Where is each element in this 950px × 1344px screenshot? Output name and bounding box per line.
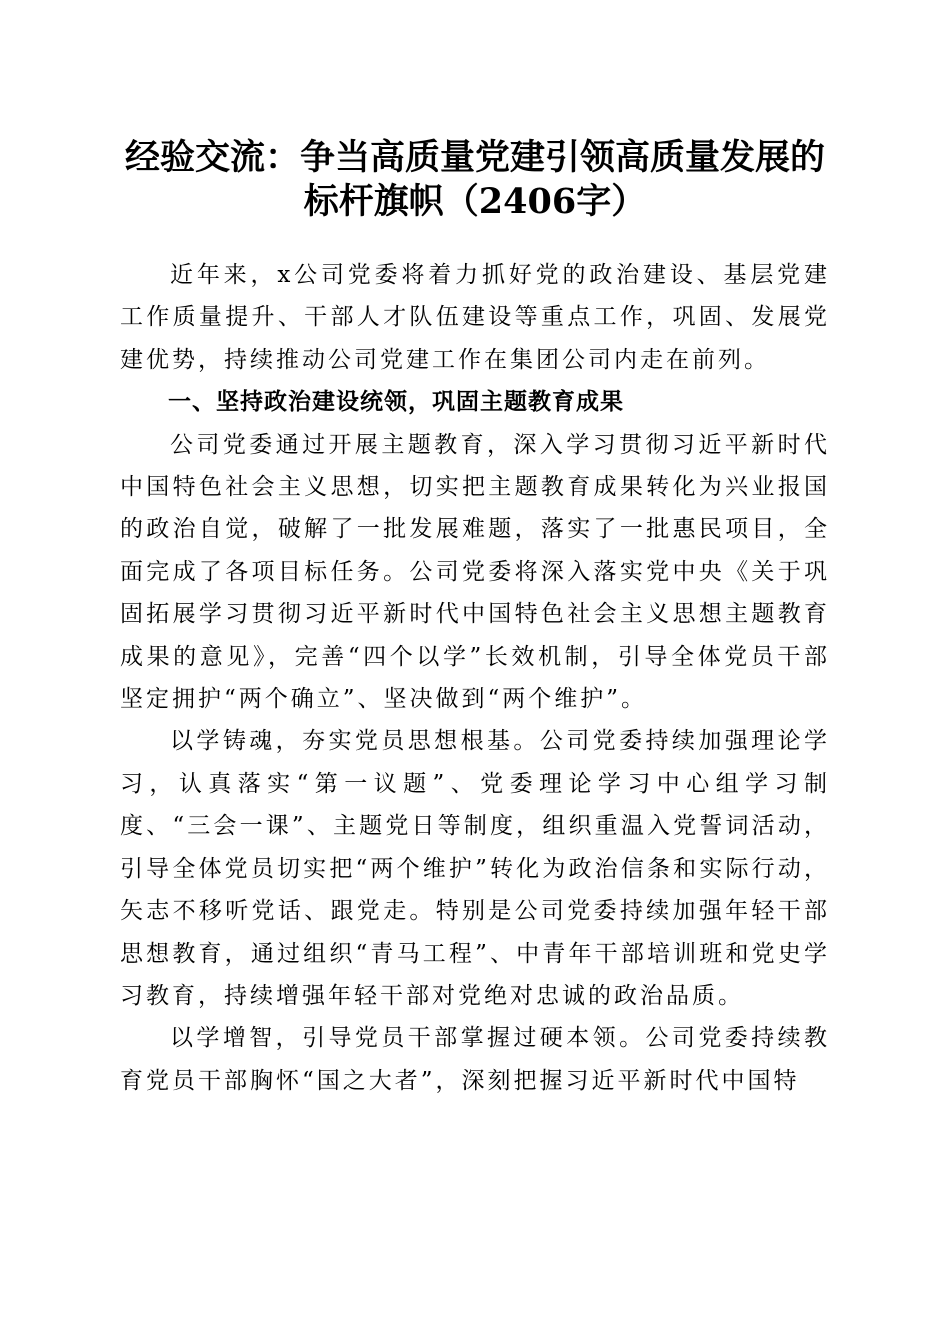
section-heading-1: 一、坚持政治建设统领，巩固主题教育成果 — [168, 389, 624, 416]
paragraph-learning-wisdom: 以学增智，引导党员干部掌握过硬本领。公司党委持续教育党员干部胸怀“国之大者”，深刻把握习近平新时代中国特 — [120, 1025, 830, 1094]
document-title-line-2: 标杆旗帜（2406字） — [303, 181, 647, 222]
document-title-line-1: 经验交流：争当高质量党建引领高质量发展的 — [124, 137, 825, 178]
document-body — [120, 254, 830, 1102]
paragraph-intro: 近年来，x公司党委将着力抓好党的政治建设、基层党建工作质量提升、干部人才队伍建设等重点工作，巩固、发展党建优势，持续推动公司党建工作在集团公司内走在前列。 — [120, 262, 830, 373]
paragraph-learning-soul: 以学铸魂，夯实党员思想根基。公司党委持续加强理论学习，认真落实“第一议题”、党委理论学习中心组学习制度、“三会一课”、主题党日等制度，组织重温入党誓词活动，引导全体党员切实把“两个维护”转化为政治信条和实际行动，矢志不移听党话、跟党走。特别是公司党委持续加强年轻干部思想教育，通过组织“青马工程”、中青年干部培训班和党史学习教育，持续增强年轻干部对党绝对忠诚的政治品质。 — [120, 728, 830, 1009]
paragraph-section-1: 公司党委通过开展主题教育，深入学习贯彻习近平新时代中国特色社会主义思想，切实把主题教育成果转化为兴业报国的政治自觉，破解了一批发展难题，落实了一批惠民项目，全面完成了各项目标任务。公司党委将深入落实党中央《关于巩固拓展学习贯彻习近平新时代中国特色社会主义思想主题教育成果的意见》，完善“四个以学”长效机制，引导全体党员干部坚定拥护“两个确立”、坚决做到“两个维护”。 — [120, 431, 830, 713]
